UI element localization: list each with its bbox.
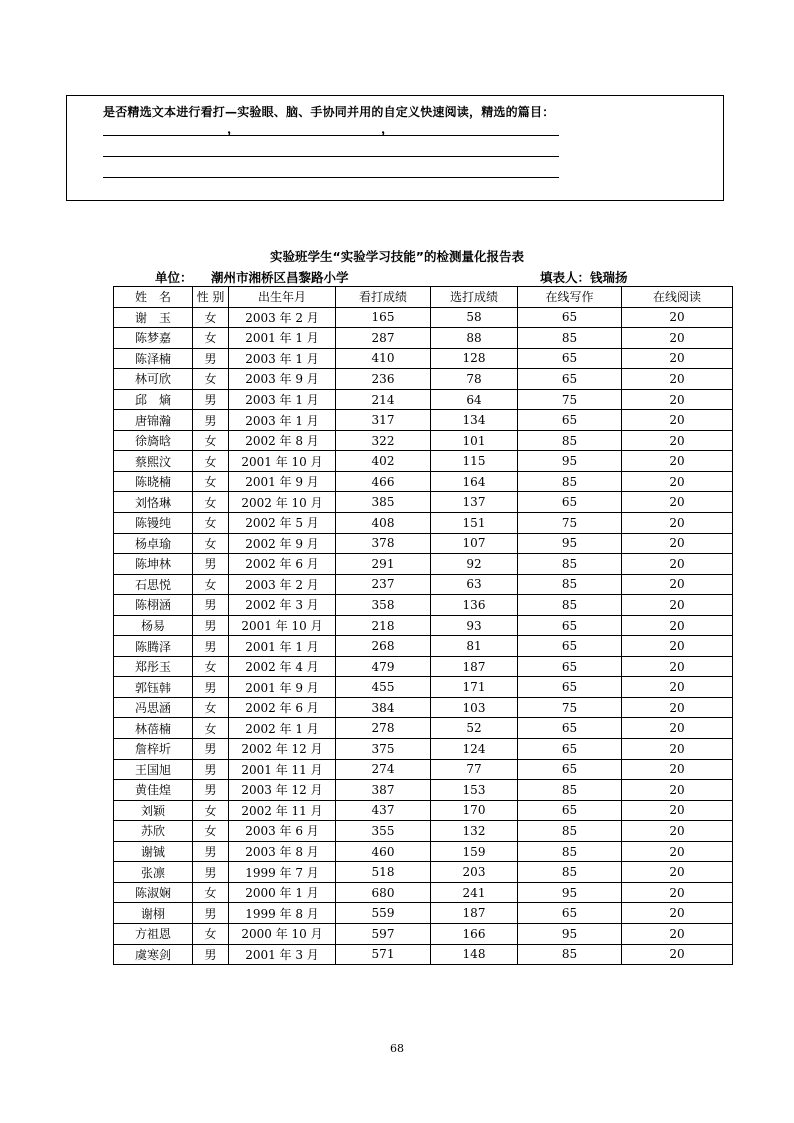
table-row — [114, 923, 733, 944]
table-cell: 张凛 — [114, 862, 193, 883]
table-cell: 287 — [336, 328, 431, 349]
table-cell: 1999 年 7 月 — [229, 862, 336, 883]
table-cell: 65 — [518, 348, 622, 369]
table-cell: 20 — [622, 636, 733, 657]
table-cell: 237 — [336, 574, 431, 595]
table-cell: 20 — [622, 903, 733, 924]
table-cell: 385 — [336, 492, 431, 513]
table-cell: 95 — [518, 533, 622, 554]
table-cell: 男 — [193, 739, 229, 760]
table-cell: 85 — [518, 821, 622, 842]
table-row — [114, 574, 733, 595]
table-cell: 137 — [431, 492, 518, 513]
table-cell: 2003 年 9 月 — [229, 369, 336, 390]
table-cell: 95 — [518, 451, 622, 472]
table-cell: 20 — [622, 800, 733, 821]
table-row — [114, 656, 733, 677]
table-cell: 63 — [431, 574, 518, 595]
table-cell: 女 — [193, 328, 229, 349]
table-cell: 75 — [518, 389, 622, 410]
table-cell: 20 — [622, 759, 733, 780]
table-cell: 谢 玉 — [114, 307, 193, 328]
table-cell: 2002 年 5 月 — [229, 513, 336, 534]
table-cell: 女 — [193, 451, 229, 472]
table-cell: 78 — [431, 369, 518, 390]
table-row — [114, 595, 733, 616]
table-cell: 214 — [336, 389, 431, 410]
table-row — [114, 944, 733, 965]
table-cell: 2001 年 10 月 — [229, 615, 336, 636]
table-cell: 460 — [336, 841, 431, 862]
column-header: 看打成绩 — [336, 287, 431, 308]
table-cell: 男 — [193, 944, 229, 965]
table-cell: 151 — [431, 513, 518, 534]
table-cell: 陈泽楠 — [114, 348, 193, 369]
table-row — [114, 636, 733, 657]
table-cell: 20 — [622, 677, 733, 698]
table-cell: 65 — [518, 800, 622, 821]
table-cell: 410 — [336, 348, 431, 369]
table-cell: 邱 熵 — [114, 389, 193, 410]
table-row — [114, 430, 733, 451]
table-cell: 男 — [193, 348, 229, 369]
table-cell: 85 — [518, 595, 622, 616]
table-cell: 65 — [518, 307, 622, 328]
table-cell: 437 — [336, 800, 431, 821]
table-cell: 93 — [431, 615, 518, 636]
table-cell: 谢铖 — [114, 841, 193, 862]
table-cell: 20 — [622, 882, 733, 903]
table-cell: 20 — [622, 533, 733, 554]
table-cell: 男 — [193, 677, 229, 698]
table-cell: 20 — [622, 821, 733, 842]
table-cell: 85 — [518, 430, 622, 451]
table-cell: 2001 年 9 月 — [229, 471, 336, 492]
table-cell: 559 — [336, 903, 431, 924]
table-row — [114, 780, 733, 801]
table-cell: 387 — [336, 780, 431, 801]
table-cell: 2001 年 9 月 — [229, 677, 336, 698]
table-cell: 2002 年 10 月 — [229, 492, 336, 513]
table-cell: 20 — [622, 841, 733, 862]
table-cell: 2003 年 1 月 — [229, 389, 336, 410]
table-cell: 女 — [193, 492, 229, 513]
column-header: 性 别 — [193, 287, 229, 308]
table-cell: 384 — [336, 697, 431, 718]
table-row — [114, 615, 733, 636]
table-cell: 郭钰韩 — [114, 677, 193, 698]
table-cell: 陈镘纯 — [114, 513, 193, 534]
table-cell: 65 — [518, 656, 622, 677]
table-cell: 2003 年 2 月 — [229, 574, 336, 595]
table-cell: 陈梦嘉 — [114, 328, 193, 349]
table-cell: 85 — [518, 841, 622, 862]
table-row — [114, 677, 733, 698]
table-cell: 20 — [622, 348, 733, 369]
table-cell: 女 — [193, 307, 229, 328]
table-cell: 2002 年 3 月 — [229, 595, 336, 616]
answer-line-3 — [103, 177, 559, 178]
table-cell: 278 — [336, 718, 431, 739]
table-cell: 375 — [336, 739, 431, 760]
table-cell: 378 — [336, 533, 431, 554]
table-cell: 92 — [431, 554, 518, 575]
table-cell: 268 — [336, 636, 431, 657]
table-cell: 95 — [518, 882, 622, 903]
table-cell: 男 — [193, 389, 229, 410]
separator-2: ， — [381, 122, 395, 137]
table-cell: 355 — [336, 821, 431, 842]
table-cell: 132 — [431, 821, 518, 842]
table-cell: 2000 年 10 月 — [229, 923, 336, 944]
table-cell: 128 — [431, 348, 518, 369]
table-row — [114, 471, 733, 492]
table-cell: 103 — [431, 697, 518, 718]
table-cell: 女 — [193, 697, 229, 718]
table-cell: 88 — [431, 328, 518, 349]
table-cell: 20 — [622, 430, 733, 451]
table-cell: 2002 年 9 月 — [229, 533, 336, 554]
table-cell: 236 — [336, 369, 431, 390]
table-cell: 65 — [518, 739, 622, 760]
table-cell: 蔡熙汶 — [114, 451, 193, 472]
table-cell: 65 — [518, 369, 622, 390]
table-cell: 20 — [622, 944, 733, 965]
table-cell: 20 — [622, 615, 733, 636]
table-cell: 164 — [431, 471, 518, 492]
table-cell: 20 — [622, 697, 733, 718]
table-cell: 20 — [622, 554, 733, 575]
question-text: 是否精选文本进行看打—实验眼、脑、手协同并用的自定义快速阅读，精选的篇目： — [103, 105, 555, 119]
filler-label: 填表人：钱瑞扬 — [540, 270, 628, 285]
table-cell: 20 — [622, 410, 733, 431]
page-number: 68 — [390, 1042, 404, 1055]
table-row — [114, 389, 733, 410]
table-cell: 187 — [431, 656, 518, 677]
table-cell: 20 — [622, 492, 733, 513]
table-cell: 65 — [518, 615, 622, 636]
table-cell: 20 — [622, 656, 733, 677]
table-cell: 455 — [336, 677, 431, 698]
table-cell: 518 — [336, 862, 431, 883]
table-cell: 65 — [518, 759, 622, 780]
table-row — [114, 759, 733, 780]
table-cell: 85 — [518, 862, 622, 883]
table-cell: 479 — [336, 656, 431, 677]
table-row — [114, 533, 733, 554]
table-cell: 刘颖 — [114, 800, 193, 821]
table-cell: 2002 年 11 月 — [229, 800, 336, 821]
table-cell: 2001 年 11 月 — [229, 759, 336, 780]
table-cell: 159 — [431, 841, 518, 862]
table-cell: 2002 年 12 月 — [229, 739, 336, 760]
table-row — [114, 862, 733, 883]
table-cell: 241 — [431, 882, 518, 903]
table-cell: 101 — [431, 430, 518, 451]
table-cell: 85 — [518, 328, 622, 349]
table-cell: 男 — [193, 903, 229, 924]
table-cell: 75 — [518, 513, 622, 534]
table-cell: 2003 年 2 月 — [229, 307, 336, 328]
table-cell: 81 — [431, 636, 518, 657]
table-cell: 64 — [431, 389, 518, 410]
table-cell: 女 — [193, 369, 229, 390]
table-cell: 男 — [193, 780, 229, 801]
answer-line-2 — [103, 156, 559, 157]
table-row — [114, 739, 733, 760]
table-cell: 2001 年 1 月 — [229, 636, 336, 657]
table-cell: 20 — [622, 862, 733, 883]
column-header: 出生年月 — [229, 287, 336, 308]
table-cell: 65 — [518, 677, 622, 698]
table-cell: 陈腾泽 — [114, 636, 193, 657]
table-cell: 陈淑娴 — [114, 882, 193, 903]
table-cell: 170 — [431, 800, 518, 821]
table-row — [114, 451, 733, 472]
table-cell: 65 — [518, 636, 622, 657]
table-cell: 2001 年 1 月 — [229, 328, 336, 349]
table-cell: 20 — [622, 369, 733, 390]
table-cell: 408 — [336, 513, 431, 534]
table-cell: 466 — [336, 471, 431, 492]
table-cell: 20 — [622, 574, 733, 595]
table-cell: 20 — [622, 513, 733, 534]
table-cell: 107 — [431, 533, 518, 554]
table-cell: 358 — [336, 595, 431, 616]
table-cell: 165 — [336, 307, 431, 328]
table-cell: 187 — [431, 903, 518, 924]
table-cell: 女 — [193, 882, 229, 903]
table-cell: 男 — [193, 862, 229, 883]
table-cell: 65 — [518, 718, 622, 739]
table-cell: 男 — [193, 759, 229, 780]
table-cell: 85 — [518, 944, 622, 965]
table-cell: 女 — [193, 923, 229, 944]
table-cell: 女 — [193, 513, 229, 534]
table-cell: 男 — [193, 615, 229, 636]
table-cell: 58 — [431, 307, 518, 328]
table-row — [114, 697, 733, 718]
table-row — [114, 903, 733, 924]
table-cell: 方祖恩 — [114, 923, 193, 944]
table-cell: 218 — [336, 615, 431, 636]
table-cell: 75 — [518, 697, 622, 718]
table-row — [114, 821, 733, 842]
table-cell: 148 — [431, 944, 518, 965]
table-cell: 274 — [336, 759, 431, 780]
column-header: 姓 名 — [114, 287, 193, 308]
table-row — [114, 328, 733, 349]
table-cell: 陈坤林 — [114, 554, 193, 575]
table-row — [114, 554, 733, 575]
table-cell: 女 — [193, 821, 229, 842]
column-header: 在线写作 — [518, 287, 622, 308]
table-cell: 680 — [336, 882, 431, 903]
table-cell: 171 — [431, 677, 518, 698]
table-row — [114, 492, 733, 513]
table-cell: 男 — [193, 841, 229, 862]
column-header: 选打成绩 — [431, 287, 518, 308]
table-cell: 虞寒剑 — [114, 944, 193, 965]
table-cell: 20 — [622, 389, 733, 410]
table-cell: 石思悦 — [114, 574, 193, 595]
table-row — [114, 410, 733, 431]
table-cell: 85 — [518, 471, 622, 492]
table-cell: 65 — [518, 492, 622, 513]
table-cell: 王国旭 — [114, 759, 193, 780]
table-cell: 唐锦瀚 — [114, 410, 193, 431]
table-cell: 124 — [431, 739, 518, 760]
table-cell: 20 — [622, 307, 733, 328]
table-cell: 1999 年 8 月 — [229, 903, 336, 924]
table-row — [114, 307, 733, 328]
table-header-row — [114, 287, 733, 308]
table-cell: 2002 年 6 月 — [229, 697, 336, 718]
table-cell: 女 — [193, 718, 229, 739]
table-cell: 20 — [622, 451, 733, 472]
table-cell: 166 — [431, 923, 518, 944]
table-cell: 男 — [193, 636, 229, 657]
table-row — [114, 800, 733, 821]
table-cell: 20 — [622, 595, 733, 616]
table-cell: 115 — [431, 451, 518, 472]
table-cell: 2002 年 1 月 — [229, 718, 336, 739]
table-cell: 男 — [193, 410, 229, 431]
answer-line-1 — [103, 135, 559, 136]
table-cell: 20 — [622, 739, 733, 760]
table-cell: 女 — [193, 533, 229, 554]
unit-value: 潮州市湘桥区昌黎路小学 — [211, 270, 349, 285]
table-cell: 597 — [336, 923, 431, 944]
table-cell: 20 — [622, 923, 733, 944]
table-cell: 85 — [518, 780, 622, 801]
table-cell: 詹梓圻 — [114, 739, 193, 760]
column-header: 在线阅读 — [622, 287, 733, 308]
table-cell: 女 — [193, 800, 229, 821]
table-cell: 2003 年 1 月 — [229, 410, 336, 431]
table-cell: 女 — [193, 430, 229, 451]
table-row — [114, 882, 733, 903]
table-body — [114, 307, 733, 965]
table-cell: 20 — [622, 718, 733, 739]
table-cell: 317 — [336, 410, 431, 431]
table-cell: 冯思涵 — [114, 697, 193, 718]
table-cell: 2001 年 10 月 — [229, 451, 336, 472]
table-cell: 2002 年 4 月 — [229, 656, 336, 677]
table-cell: 571 — [336, 944, 431, 965]
table-cell: 2003 年 1 月 — [229, 348, 336, 369]
table-cell: 2002 年 6 月 — [229, 554, 336, 575]
table-cell: 男 — [193, 595, 229, 616]
table-cell: 郑彤玉 — [114, 656, 193, 677]
table-row — [114, 513, 733, 534]
table-cell: 女 — [193, 471, 229, 492]
table-cell: 2003 年 12 月 — [229, 780, 336, 801]
table-cell: 402 — [336, 451, 431, 472]
question-box — [66, 95, 724, 201]
table-cell: 322 — [336, 430, 431, 451]
unit-label: 单位： — [155, 270, 193, 285]
table-cell: 女 — [193, 574, 229, 595]
table-row — [114, 348, 733, 369]
table-cell: 2003 年 8 月 — [229, 841, 336, 862]
table-cell: 2001 年 3 月 — [229, 944, 336, 965]
table-cell: 136 — [431, 595, 518, 616]
report-title: 实验班学生“实验学习技能”的检测量化报告表 — [270, 249, 524, 264]
table-cell: 20 — [622, 328, 733, 349]
table-cell: 2003 年 6 月 — [229, 821, 336, 842]
table-cell: 谢栩 — [114, 903, 193, 924]
table-cell: 黄佳煌 — [114, 780, 193, 801]
table-row — [114, 718, 733, 739]
table-cell: 20 — [622, 780, 733, 801]
table-cell: 20 — [622, 471, 733, 492]
report-table — [113, 286, 733, 965]
table-cell: 95 — [518, 923, 622, 944]
table-cell: 65 — [518, 903, 622, 924]
table-cell: 刘恪琳 — [114, 492, 193, 513]
table-cell: 85 — [518, 554, 622, 575]
table-cell: 65 — [518, 410, 622, 431]
table-cell: 男 — [193, 554, 229, 575]
table-cell: 134 — [431, 410, 518, 431]
table-cell: 杨卓瑜 — [114, 533, 193, 554]
table-cell: 85 — [518, 574, 622, 595]
table-cell: 苏欣 — [114, 821, 193, 842]
table-cell: 2000 年 1 月 — [229, 882, 336, 903]
table-row — [114, 841, 733, 862]
table-cell: 52 — [431, 718, 518, 739]
table-cell: 杨易 — [114, 615, 193, 636]
table-cell: 女 — [193, 656, 229, 677]
table-cell: 林蓓楠 — [114, 718, 193, 739]
table-cell: 陈栩涵 — [114, 595, 193, 616]
table-cell: 203 — [431, 862, 518, 883]
table-cell: 陈晓楠 — [114, 471, 193, 492]
table-cell: 2002 年 8 月 — [229, 430, 336, 451]
table-cell: 徐旖晗 — [114, 430, 193, 451]
table-cell: 291 — [336, 554, 431, 575]
table-cell: 77 — [431, 759, 518, 780]
table-cell: 林可欣 — [114, 369, 193, 390]
separator-1: ， — [227, 122, 241, 137]
table-cell: 153 — [431, 780, 518, 801]
table-row — [114, 369, 733, 390]
